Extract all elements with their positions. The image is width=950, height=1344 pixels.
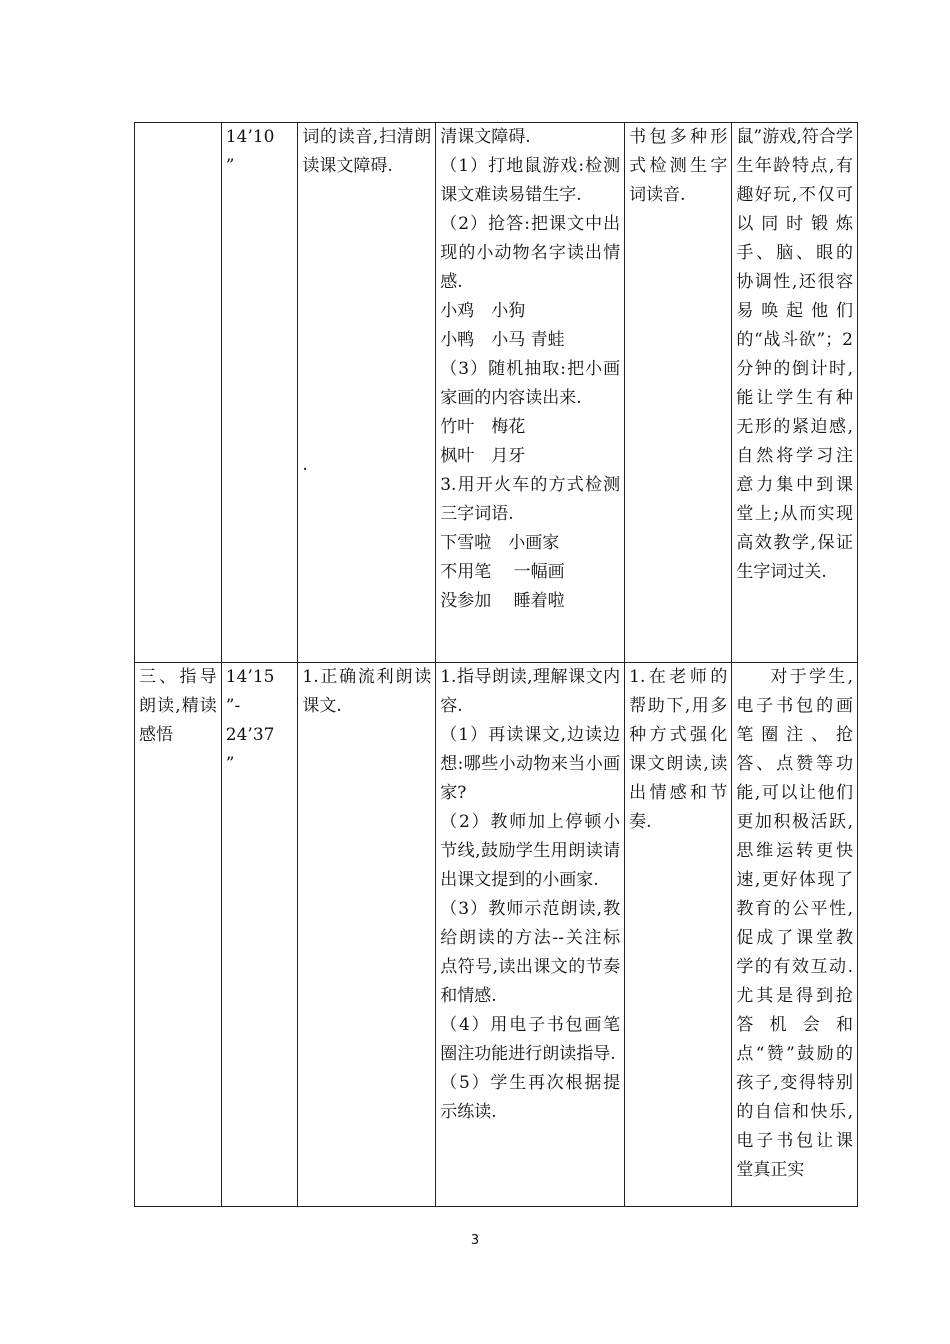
activity-line: 不用笔 一幅画 xyxy=(440,562,565,582)
goal-cell: 1.正确流利朗读课文. xyxy=(298,663,436,1207)
stage-cell: 三、指导朗读,精读感悟 xyxy=(135,663,222,1207)
activity-line: （2）抢答:把课文中出现的小动物名字读出情感. xyxy=(440,214,621,292)
intent-cell: 鼠”游戏,符合学生年龄特点,有趣好玩,不仅可以同时锻炼手、脑、眼的协调性,还很容易唤起他们的“战斗欲”；2分钟的倒计时,能让学生有种无形的紧迫感,自然将学习注意力集中到课堂上;从而实现高效教学,保证生字词过关. xyxy=(732,123,858,663)
activity-line: 小鸡 小狗 xyxy=(440,301,526,321)
activity-line: （3）教师示范朗读,教给朗读的方法--关注标点符号,读出课文的节奏和情感. xyxy=(440,899,621,1006)
table-row xyxy=(135,123,858,663)
activity-cell xyxy=(436,663,625,1207)
time-cell xyxy=(221,663,298,1207)
activity-line: （3）随机抽取:把小画家画的内容读出来. xyxy=(440,359,621,408)
goal-dot: . xyxy=(302,455,308,475)
activity-line: （5）学生再次根据提示练读. xyxy=(440,1073,621,1122)
goal-cell xyxy=(298,123,436,663)
activity-line: （4）用电子书包画笔圈注功能进行朗读指导. xyxy=(440,1015,621,1064)
activity-cell xyxy=(436,123,625,663)
activity-line: 下雪啦 小画家 xyxy=(440,533,560,553)
time-cell xyxy=(221,123,298,663)
time-text: 14’10 ” xyxy=(225,127,275,176)
time-text: 14’15 ”- 24’37 ” xyxy=(225,667,275,774)
stage-cell xyxy=(135,123,222,663)
activity-line: 清课文障碍. xyxy=(440,127,531,147)
method-cell: 1.在老师的帮助下,用多种方式强化课文朗读,读出情感和节奏. xyxy=(625,663,732,1207)
activity-line: （2）教师加上停顿小节线,鼓励学生用朗读请出课文提到的小画家. xyxy=(440,812,621,890)
activity-line: 枫叶 月牙 xyxy=(440,446,526,466)
page-number: 3 xyxy=(470,1233,480,1248)
intent-cell: 对于学生,电子书包的画笔圈注、抢答、点赞等功能,可以让他们更加积极活跃,思维运转更快速,更好体现了教育的公平性,促成了课堂教学的有效互动.尤其是得到抢答机会和点“赞”鼓励的孩子,变得特别的自信和快乐,电子书包让课堂真正实 xyxy=(732,663,858,1207)
activity-line: 3.用开火车的方式检测三字词语. xyxy=(440,475,621,524)
activity-line: 竹叶 梅花 xyxy=(440,417,526,437)
method-cell: 书包多种形式检测生字词读音. xyxy=(625,123,732,663)
table-row xyxy=(135,663,858,1207)
activity-line: （1）再读课文,边读边想:哪些小动物来当小画家? xyxy=(440,725,621,803)
activity-line: 1.指导朗读,理解课文内容. xyxy=(440,667,621,716)
activity-line: 小鸭 小马 青蛙 xyxy=(440,330,565,350)
activity-line: （1）打地鼠游戏:检测课文难读易错生字. xyxy=(440,156,621,205)
activity-line: 没参加 睡着啦 xyxy=(440,591,565,611)
lesson-plan-table xyxy=(134,122,858,1207)
goal-text: 词的读音,扫清朗读课文障碍. xyxy=(302,127,432,176)
